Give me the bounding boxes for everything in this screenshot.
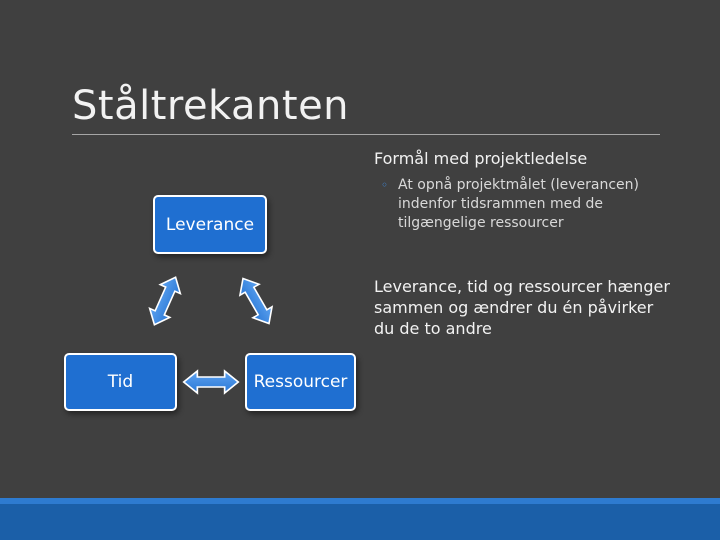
arrow-leverance-ressourcer bbox=[233, 273, 278, 329]
footer-bar bbox=[0, 498, 720, 540]
node-tid-label: Tid bbox=[107, 372, 134, 392]
footer-accent bbox=[0, 498, 720, 504]
node-leverance-label: Leverance bbox=[165, 214, 255, 235]
node-ressourcer-label: Ressourcer bbox=[253, 372, 348, 392]
bullet-marker-icon: ◦ bbox=[381, 178, 389, 192]
content-heading: Formål med projektledelse bbox=[374, 149, 588, 168]
content-paragraph: Leverance, tid og ressourcer hænger sammen og ændrer du én påvirker du de to andre bbox=[374, 277, 670, 338]
slide-title: Ståltrekanten bbox=[72, 83, 350, 129]
node-tid bbox=[64, 353, 177, 411]
arrow-tid-ressourcer bbox=[184, 371, 239, 393]
arrow-leverance-tid bbox=[144, 273, 185, 329]
content-bullet bbox=[381, 176, 661, 233]
node-ressourcer bbox=[245, 353, 356, 411]
node-leverance bbox=[153, 195, 267, 254]
content-bullet-text: At opnå projektmålet (leverancen) indenfor tidsrammen med de tilgængelige ressourcer bbox=[398, 177, 640, 231]
